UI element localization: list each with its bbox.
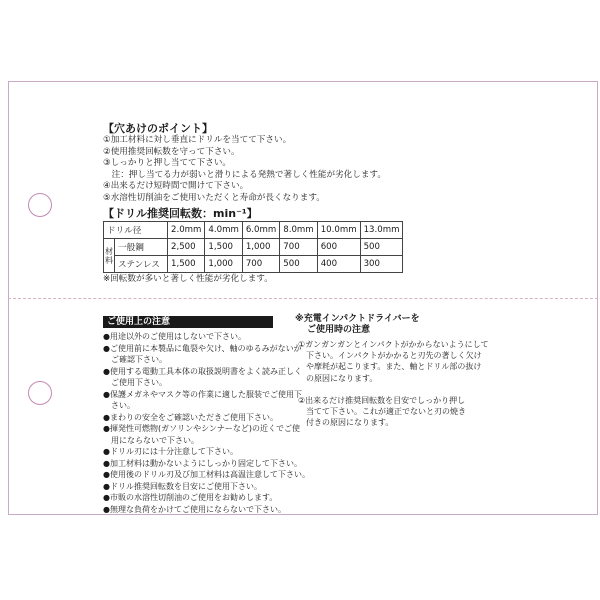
rpm-cell: 2,500 — [168, 239, 205, 256]
material-name: 一般鋼 — [115, 239, 168, 256]
caution-line: ●保護メガネやマスク等の作業に適した服装でご使用下 — [103, 389, 302, 399]
impact-line: の原因になります。 — [298, 373, 378, 383]
caution-line: ●揮発性可燃物(ガソリンやシンナーなど)の近くでご使 — [103, 424, 301, 433]
points-list — [103, 135, 386, 205]
caution-line: ●使用後のドリル刃及び加工材料は高温注意して下さい。 — [103, 470, 310, 479]
caution-line: ご使用下さい。 — [103, 378, 167, 387]
punch-hole-bottom — [28, 381, 52, 405]
rpm-cell: 300 — [360, 256, 403, 273]
rpm-cell: 1,000 — [205, 256, 242, 273]
impact-list — [298, 339, 489, 429]
size-header: 4.0mm — [205, 222, 242, 239]
impact-line: 付きの原因になります。 — [298, 418, 394, 428]
size-header: 2.0mm — [168, 222, 205, 239]
rpm-row-stainless — [104, 256, 403, 273]
impact-line: ②出来るだけ推奨回転数を目安でしっかり押し — [298, 396, 466, 406]
rpm-header-row — [104, 222, 403, 239]
caution-line: ●市販の水溶性切削油のご使用をお勧めします。 — [103, 493, 278, 502]
rpm-table — [103, 221, 403, 273]
rpm-cell: 600 — [317, 239, 360, 256]
material-name: ステンレス — [115, 256, 168, 273]
impact-line: 下さい。インパクトがかかると刃先の著しく欠け — [298, 351, 482, 361]
punch-hole-top — [28, 193, 52, 217]
caution-list — [103, 331, 310, 515]
drill-diameter-label: ドリル径 — [104, 222, 168, 239]
caution-line: ●加工材料は動かないようにしっかり固定して下さい。 — [103, 458, 302, 468]
caution-title: ご使用上の注意 — [103, 316, 273, 328]
impact-title-line1: ※充電インパクトドライバーを — [295, 314, 420, 324]
caution-line: ●まわりの安全をご確認いただきご使用下さい。 — [103, 412, 278, 422]
rpm-cell: 1,500 — [168, 256, 205, 273]
caution-line: ご確認下さい。 — [103, 355, 167, 364]
points-line: ②使用推奨回転数を守って下さい。 — [103, 146, 240, 157]
impact-title-line2: ご使用時の注意 — [307, 325, 371, 335]
size-header: 6.0mm — [242, 222, 279, 239]
impact-line: 当てて下さい。これが適正でないと刃の焼き — [298, 407, 466, 417]
caution-line: 用にならないで下さい。 — [103, 435, 199, 445]
points-line: ⑤水溶性切削油をご使用いただくと寿命が長くなります。 — [103, 192, 325, 203]
rpm-cell: 400 — [317, 256, 360, 273]
rpm-title: 【ドリル推奨回転数：min⁻¹】 — [103, 207, 258, 220]
rpm-cell: 700 — [280, 239, 317, 256]
fold-line — [8, 298, 598, 299]
rpm-cell: 1,500 — [205, 239, 242, 256]
rpm-cell: 500 — [360, 239, 403, 256]
impact-line: や摩耗が起こります。また、軸とドリル部の抜け — [298, 362, 482, 372]
rpm-note: ※回転数が多いと著しく性能が劣化します。 — [103, 274, 273, 284]
caution-line: ●用途以外のご使用はしないで下さい。 — [103, 332, 246, 341]
points-line: ④出来るだけ短時間で開けて下さい。 — [103, 181, 249, 192]
size-header: 10.0mm — [317, 222, 360, 239]
material-label — [104, 239, 115, 273]
points-line: ③しっかりと押し当てて下さい。 — [103, 158, 232, 169]
points-line: 注：押し当てる力が弱いと滑りによる発熱で著しく性能が劣化します。 — [103, 169, 386, 180]
caution-line: さい。 — [103, 401, 135, 410]
rpm-cell: 700 — [242, 256, 279, 273]
rpm-cell: 500 — [280, 256, 317, 273]
points-title: 【穴あけのポイント】 — [103, 122, 213, 135]
rpm-cell: 1,000 — [242, 239, 279, 256]
caution-line: ●ご使用前に本製品に亀裂や欠け、軸のゆるみがないか — [103, 343, 302, 353]
impact-line — [298, 384, 489, 395]
caution-line: ●無理な負荷をかけてご使用にならないで下さい。 — [103, 504, 286, 514]
material-label-text: 材 料 — [105, 246, 113, 265]
caution-line: ●ドリル推奨回転数を目安にご使用下さい。 — [103, 481, 262, 491]
caution-line: ●ドリル刃には十分注意して下さい。 — [103, 447, 238, 456]
points-line: ①加工材料に対し垂直にドリルを当てて下さい。 — [103, 135, 292, 145]
size-header: 8.0mm — [280, 222, 317, 239]
size-header: 13.0mm — [360, 222, 403, 239]
rpm-row-steel — [104, 239, 403, 256]
impact-line: ①ガンガンガンとインパクトがかからないようにして — [298, 340, 489, 349]
caution-line: ●使用する電動工具本体の取扱説明書をよく読み正しく — [103, 366, 302, 376]
